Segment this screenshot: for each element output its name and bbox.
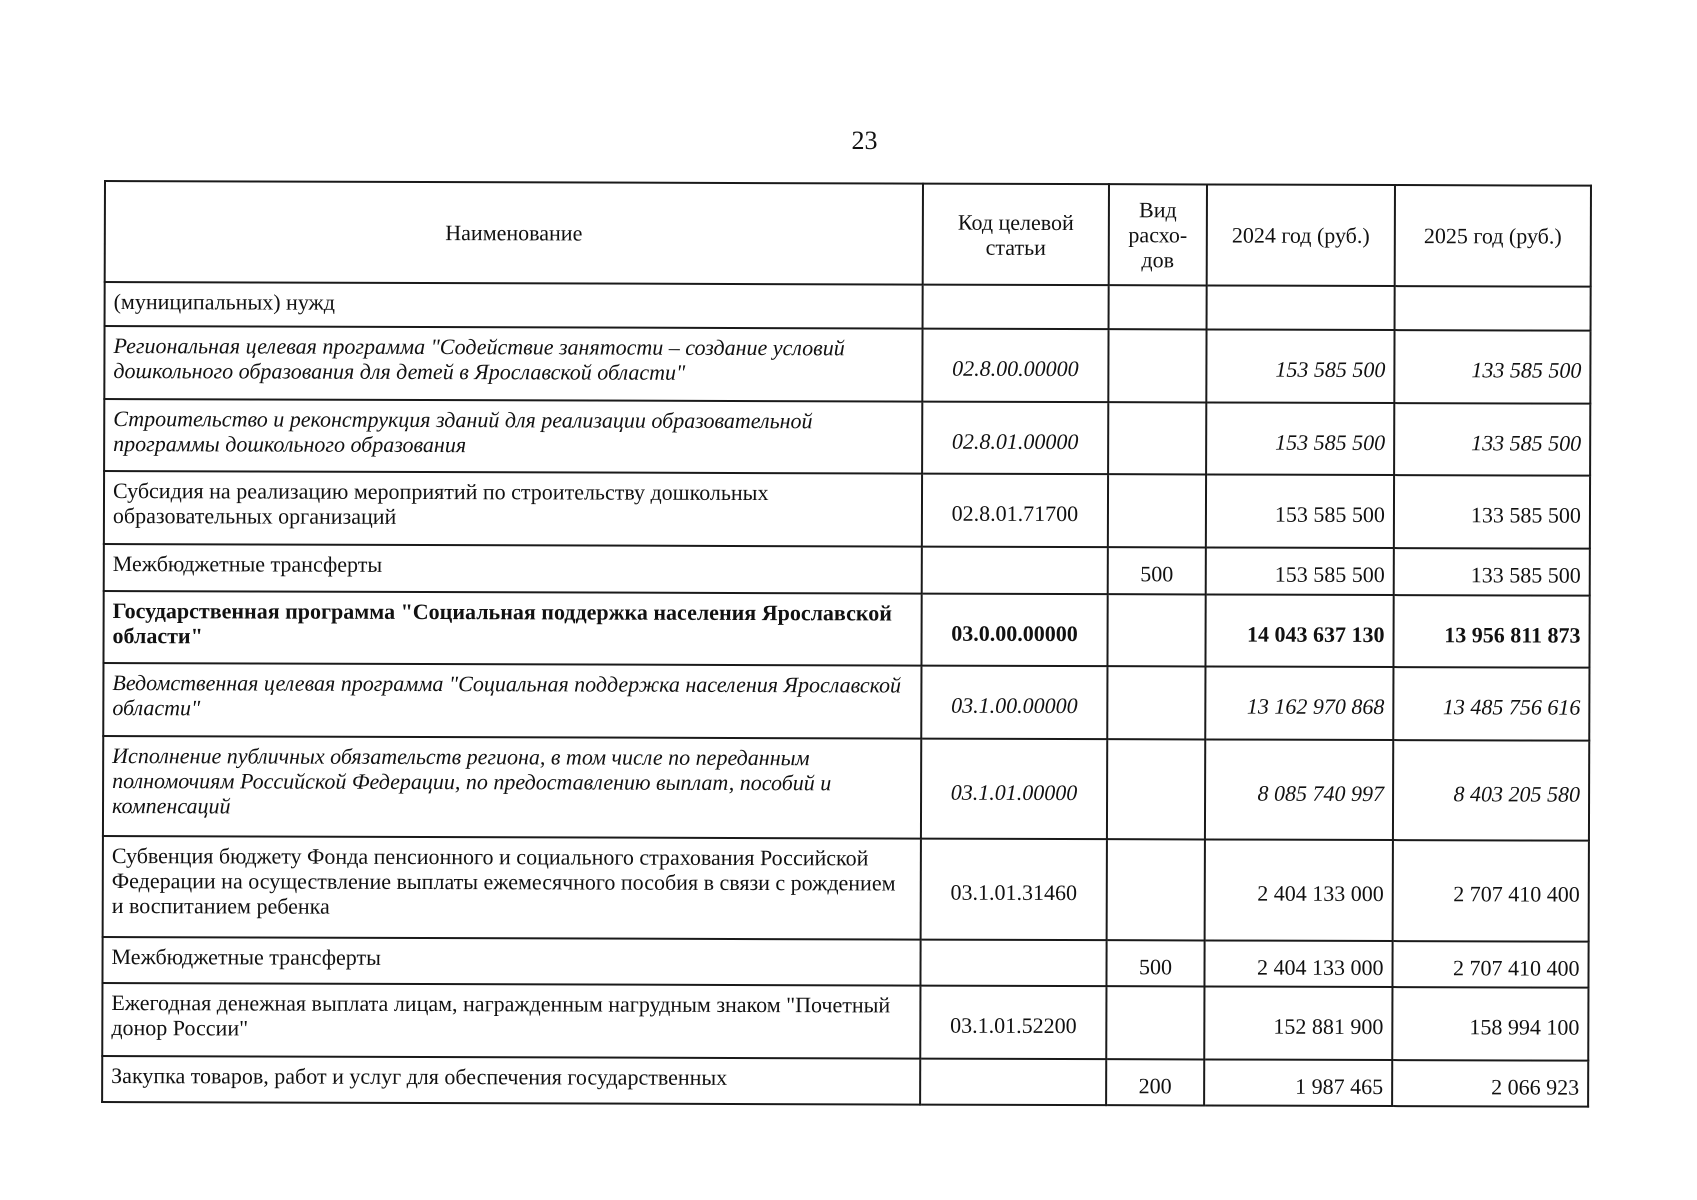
col-header-name: Наименование [105,181,923,285]
budget-table [101,180,1592,1108]
table-row [104,326,1590,404]
table-header-row [105,181,1591,287]
row-kind: 500 [1138,953,1173,979]
table-row [102,937,1588,988]
row-code: 03.1.01.00000 [950,779,1078,805]
table-row [104,544,1590,596]
col-header-kind: Вид расхо-дов [1109,184,1207,285]
table-row [103,591,1589,668]
row-code: 02.8.01.00000 [951,428,1079,454]
row-amount-2025: 13 956 811 873 [1444,621,1581,648]
row-amount-2024: 1 987 465 [1295,1073,1384,1099]
page-number: 23 [851,126,878,155]
row-code: 02.8.00.00000 [952,355,1079,382]
row-name: Межбюджетные трансферты [104,544,922,594]
row-code: 03.1.00.00000 [951,692,1078,719]
table-row [103,663,1589,741]
table-row [104,471,1590,549]
row-name: Межбюджетные трансферты [102,937,920,986]
row-amount-2024: 14 043 637 130 [1247,621,1385,647]
table-row [104,399,1590,476]
row-name: Государственная программа "Социальная поддержка населения Ярославской области" [103,591,921,666]
row-amount-2025: 8 403 205 580 [1453,780,1581,807]
row-amount-2025: 133 585 500 [1470,502,1581,528]
row-name: Региональная целевая программа "Содействие занятости – создание условий дошкольного образования для детей в Ярославской области" [104,326,922,402]
row-name: Строительство и реконструкция зданий для реализации образовательной программы дошкольного образования [104,399,922,474]
row-name: Ведомственная целевая программа "Социальная поддержка населения Ярославской области" [103,663,921,739]
row-name: Закупка товаров, работ и услуг для обеспечения государственных [102,1056,920,1105]
row-amount-2024: 153 585 500 [1275,429,1386,455]
table-row [102,1056,1588,1107]
table-row [103,736,1589,841]
row-amount-2024: 2 404 133 000 [1256,954,1384,980]
row-amount-2024: 152 881 900 [1273,1013,1384,1040]
row-code: 02.8.01.71700 [951,500,1079,527]
row-amount-2025: 2 707 410 400 [1452,954,1580,981]
table-row [105,282,1591,331]
row-name: Исполнение публичных обязательств региона, в том числе по переданным полномочиям Российской Федерации, по предоставлению выплат, пособий и компенсаций [103,736,921,839]
row-amount-2024: 153 585 500 [1275,356,1386,383]
col-header-code: Код целевой статьи [923,184,1109,286]
row-amount-2025: 158 994 100 [1469,1014,1580,1040]
row-code: 03.1.01.52200 [950,1012,1077,1039]
row-amount-2025: 2 066 923 [1491,1073,1580,1100]
col-header-2025: 2025 год (руб.) [1395,185,1591,287]
row-amount-2025: 2 707 410 400 [1453,881,1580,907]
row-amount-2024: 153 585 500 [1274,561,1385,588]
row-name: Субсидия на реализацию мероприятий по строительству дошкольных образовательных организаций [104,471,922,547]
row-code: 03.0.00.00000 [951,620,1078,646]
row-kind: 500 [1140,561,1174,587]
table-row [103,836,1589,942]
row-amount-2025: 133 585 500 [1470,562,1581,588]
table-row [102,983,1588,1061]
row-amount-2024: 2 404 133 000 [1257,880,1384,907]
row-name: Субвенция бюджету Фонда пенсионного и социального страхования Российской Федерации на осуществление выплаты ежемесячного пособия в связи с рождением и воспитанием ребенка [103,836,921,940]
row-amount-2025: 133 585 500 [1471,429,1582,456]
row-amount-2024: 8 085 740 997 [1257,780,1385,806]
row-code: 03.1.01.31460 [950,879,1078,906]
row-amount-2024: 153 585 500 [1274,501,1385,528]
row-amount-2024: 13 162 970 868 [1246,693,1385,720]
row-name: Ежегодная денежная выплата лицам, награжденным нагрудным знаком "Почетный донор России" [102,983,920,1059]
col-header-2024: 2024 год (руб.) [1207,184,1395,286]
row-amount-2025: 133 585 500 [1471,357,1582,383]
row-kind: 200 [1138,1072,1172,1098]
row-name: (муниципальных) нужд [105,282,923,329]
row-amount-2025: 13 485 756 616 [1442,694,1581,720]
